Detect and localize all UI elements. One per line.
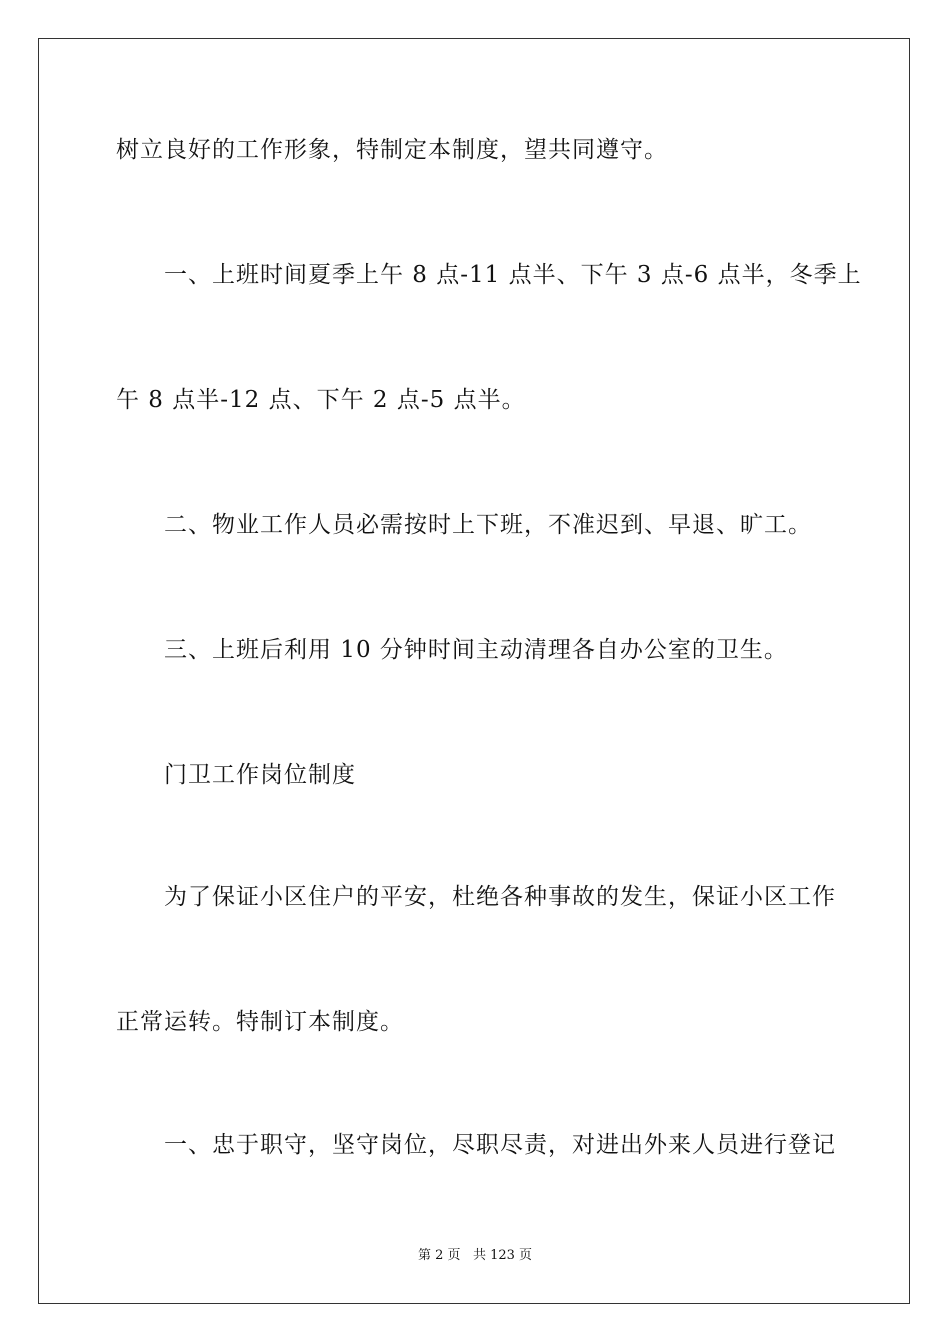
page-footer bbox=[0, 1248, 950, 1264]
text-line: 三、上班后利用 10 分钟时间主动清理各自办公室的卫生。 bbox=[164, 637, 788, 663]
text-line: 为了保证小区住户的平安，杜绝各种事故的发生，保证小区工作 bbox=[164, 884, 836, 910]
text-line: 二、物业工作人员必需按时上下班，不准迟到、早退、旷工。 bbox=[164, 512, 812, 538]
page-frame bbox=[38, 38, 910, 1304]
page-total: 共 123 页 bbox=[472, 1248, 533, 1263]
section-heading: 门卫工作岗位制度 bbox=[164, 762, 356, 788]
text-line: 正常运转。特制订本制度。 bbox=[116, 1009, 404, 1035]
text-line: 树立良好的工作形象，特制定本制度，望共同遵守。 bbox=[116, 137, 668, 163]
page-number: 第 2 页 bbox=[417, 1248, 461, 1263]
text-line: 一、上班时间夏季上午 8 点-11 点半、下午 3 点-6 点半，冬季上 bbox=[164, 262, 862, 288]
text-line: 午 8 点半-12 点、下午 2 点-5 点半。 bbox=[116, 387, 526, 413]
text-line: 一、忠于职守，坚守岗位，尽职尽责，对进出外来人员进行登记 bbox=[164, 1132, 836, 1158]
